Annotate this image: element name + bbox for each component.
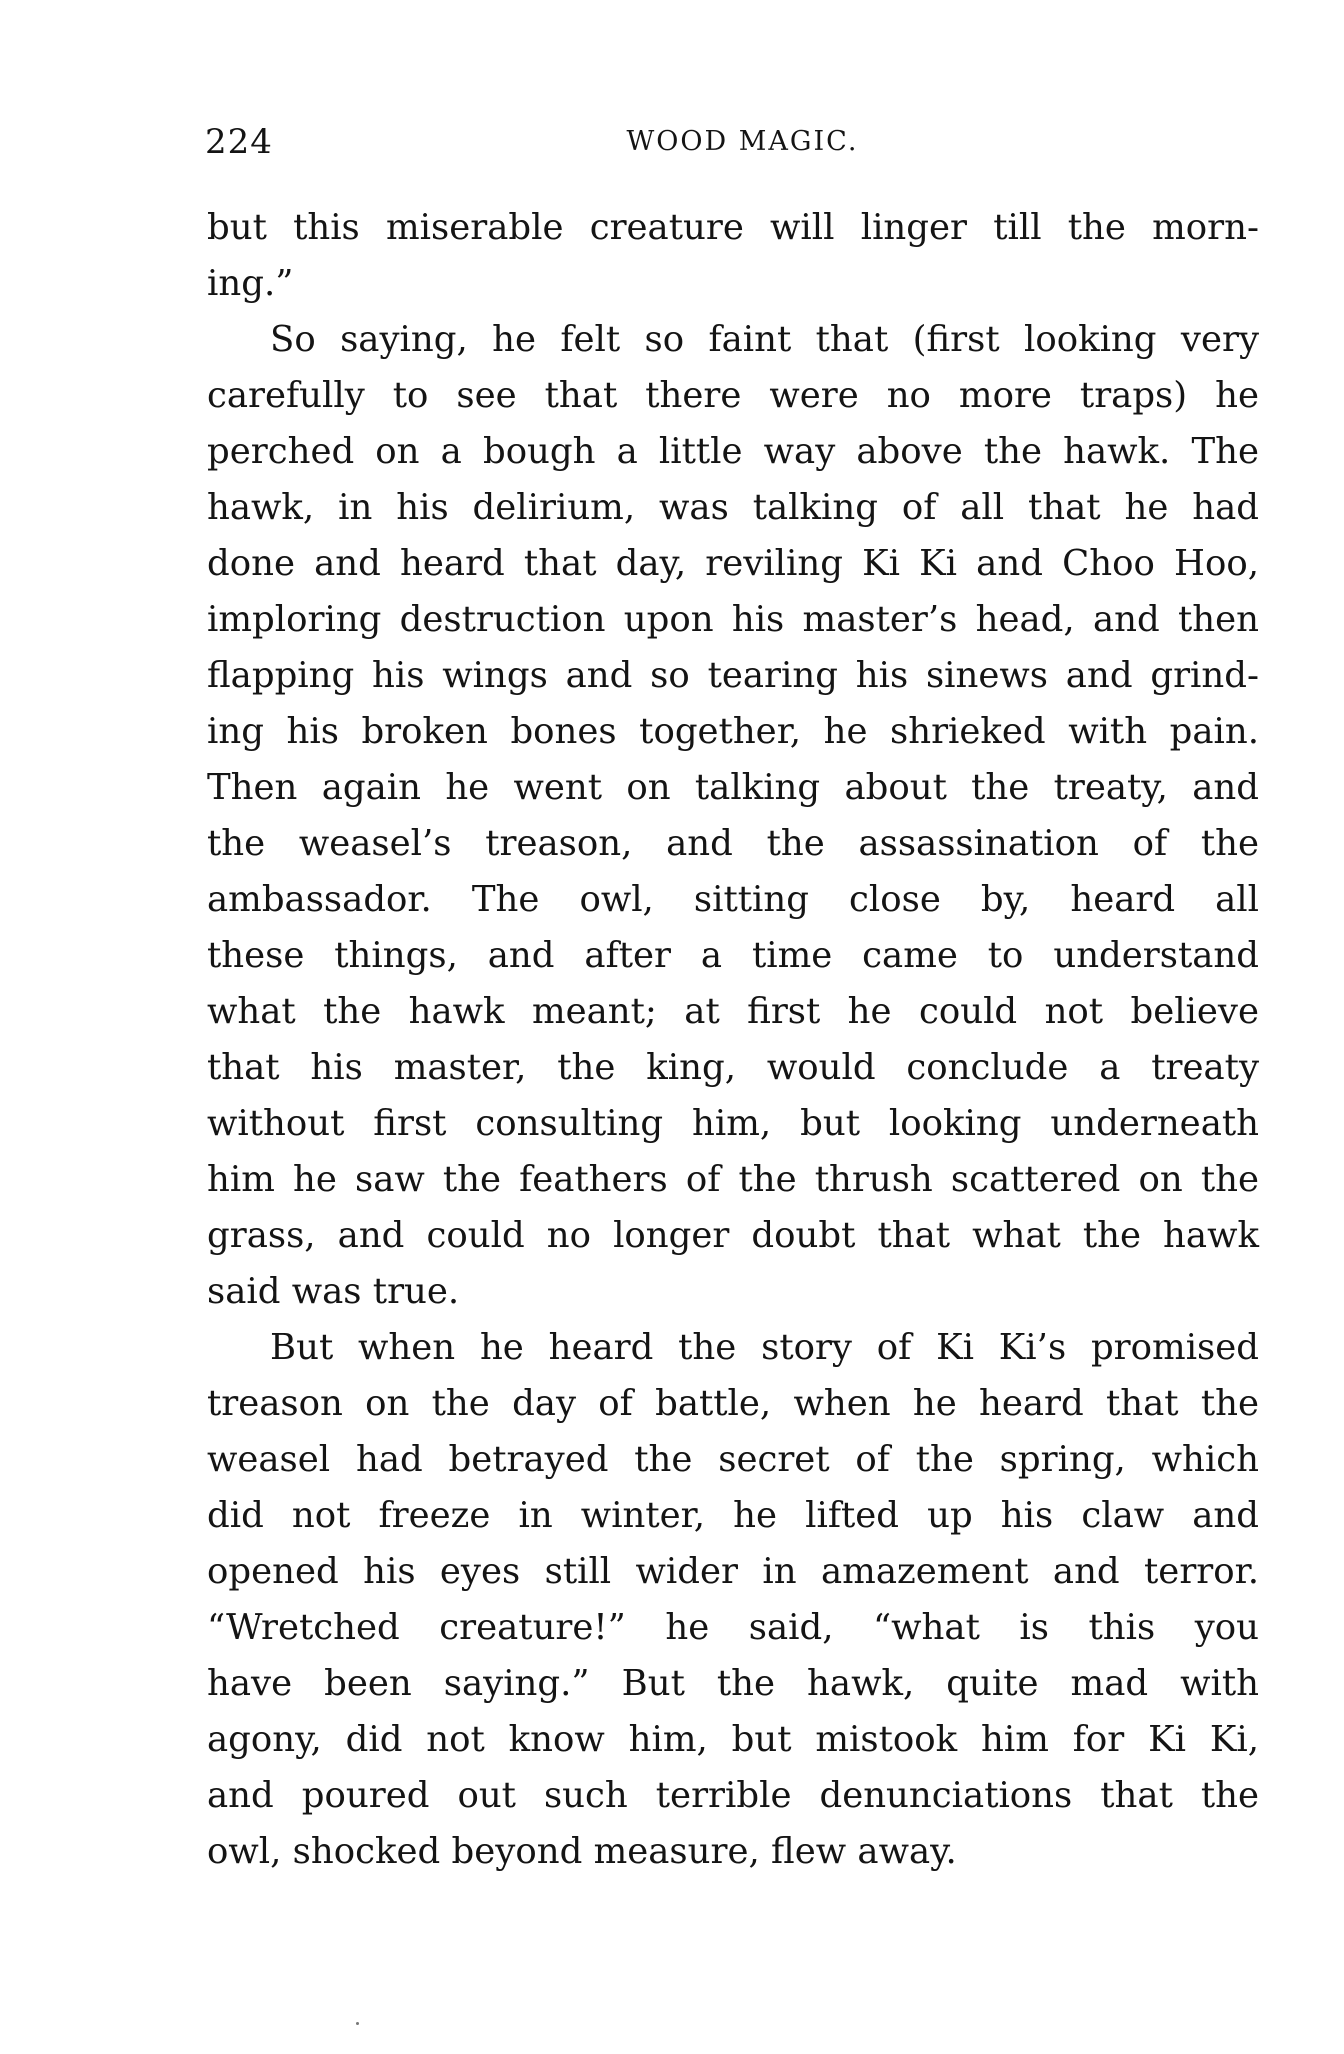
text-line: perched on a bough a little way above the hawk. The xyxy=(207,431,1259,472)
paper-speck xyxy=(356,2022,359,2025)
text-line: imploring destruction upon his master’s head, and then xyxy=(207,599,1259,640)
text-line: did not freeze in winter, he lifted up his claw and xyxy=(207,1495,1259,1536)
paragraph-start-line: But when he heard the story of Ki Ki’s promised xyxy=(270,1327,1259,1368)
text-line: without first consulting him, but looking underneath xyxy=(207,1103,1259,1144)
text-line: ambassador. The owl, sitting close by, heard all xyxy=(207,879,1259,920)
text-line: treason on the day of battle, when he heard that the xyxy=(207,1383,1259,1424)
page-number: 224 xyxy=(205,122,273,162)
text-line: ing his broken bones together, he shrieked with pain. xyxy=(207,711,1259,752)
text-line: done and heard that day, reviling Ki Ki and Choo Hoo, xyxy=(207,543,1259,584)
text-line: carefully to see that there were no more traps) he xyxy=(207,375,1259,416)
text-line: and poured out such terrible denunciations that the xyxy=(207,1775,1259,1816)
text-line: have been saying.” But the hawk, quite mad with xyxy=(207,1663,1259,1704)
text-line: him he saw the feathers of the thrush scattered on the xyxy=(207,1159,1259,1200)
text-line: hawk, in his delirium, was talking of all that he had xyxy=(207,487,1259,528)
text-line: the weasel’s treason, and the assassination of the xyxy=(207,823,1259,864)
text-line: agony, did not know him, but mistook him for Ki Ki, xyxy=(207,1719,1259,1760)
text-line: weasel had betrayed the secret of the spring, which xyxy=(207,1439,1259,1480)
paragraph-start-line: So saying, he felt so faint that (first looking very xyxy=(270,319,1259,360)
text-line: grass, and could no longer doubt that what the hawk xyxy=(207,1215,1259,1256)
text-line: “Wretched creature!” he said, “what is this you xyxy=(207,1607,1259,1648)
text-line: but this miserable creature will linger till the morn- xyxy=(207,207,1259,248)
text-line: opened his eyes still wider in amazement and terror. xyxy=(207,1551,1259,1592)
text-line: ing.” xyxy=(207,263,294,304)
text-line: these things, and after a time came to understand xyxy=(207,935,1259,976)
text-line: flapping his wings and so tearing his sinews and grind- xyxy=(207,655,1259,696)
body-text xyxy=(207,200,1259,1880)
text-line: Then again he went on talking about the treaty, and xyxy=(207,767,1259,808)
text-line: said was true. xyxy=(207,1271,460,1312)
text-line: what the hawk meant; at first he could not believe xyxy=(207,991,1259,1032)
running-title: WOOD MAGIC. xyxy=(626,126,859,157)
text-line: owl, shocked beyond measure, flew away. xyxy=(207,1831,957,1872)
text-line: that his master, the king, would conclude a treaty xyxy=(207,1047,1259,1088)
page-header xyxy=(205,122,1260,172)
